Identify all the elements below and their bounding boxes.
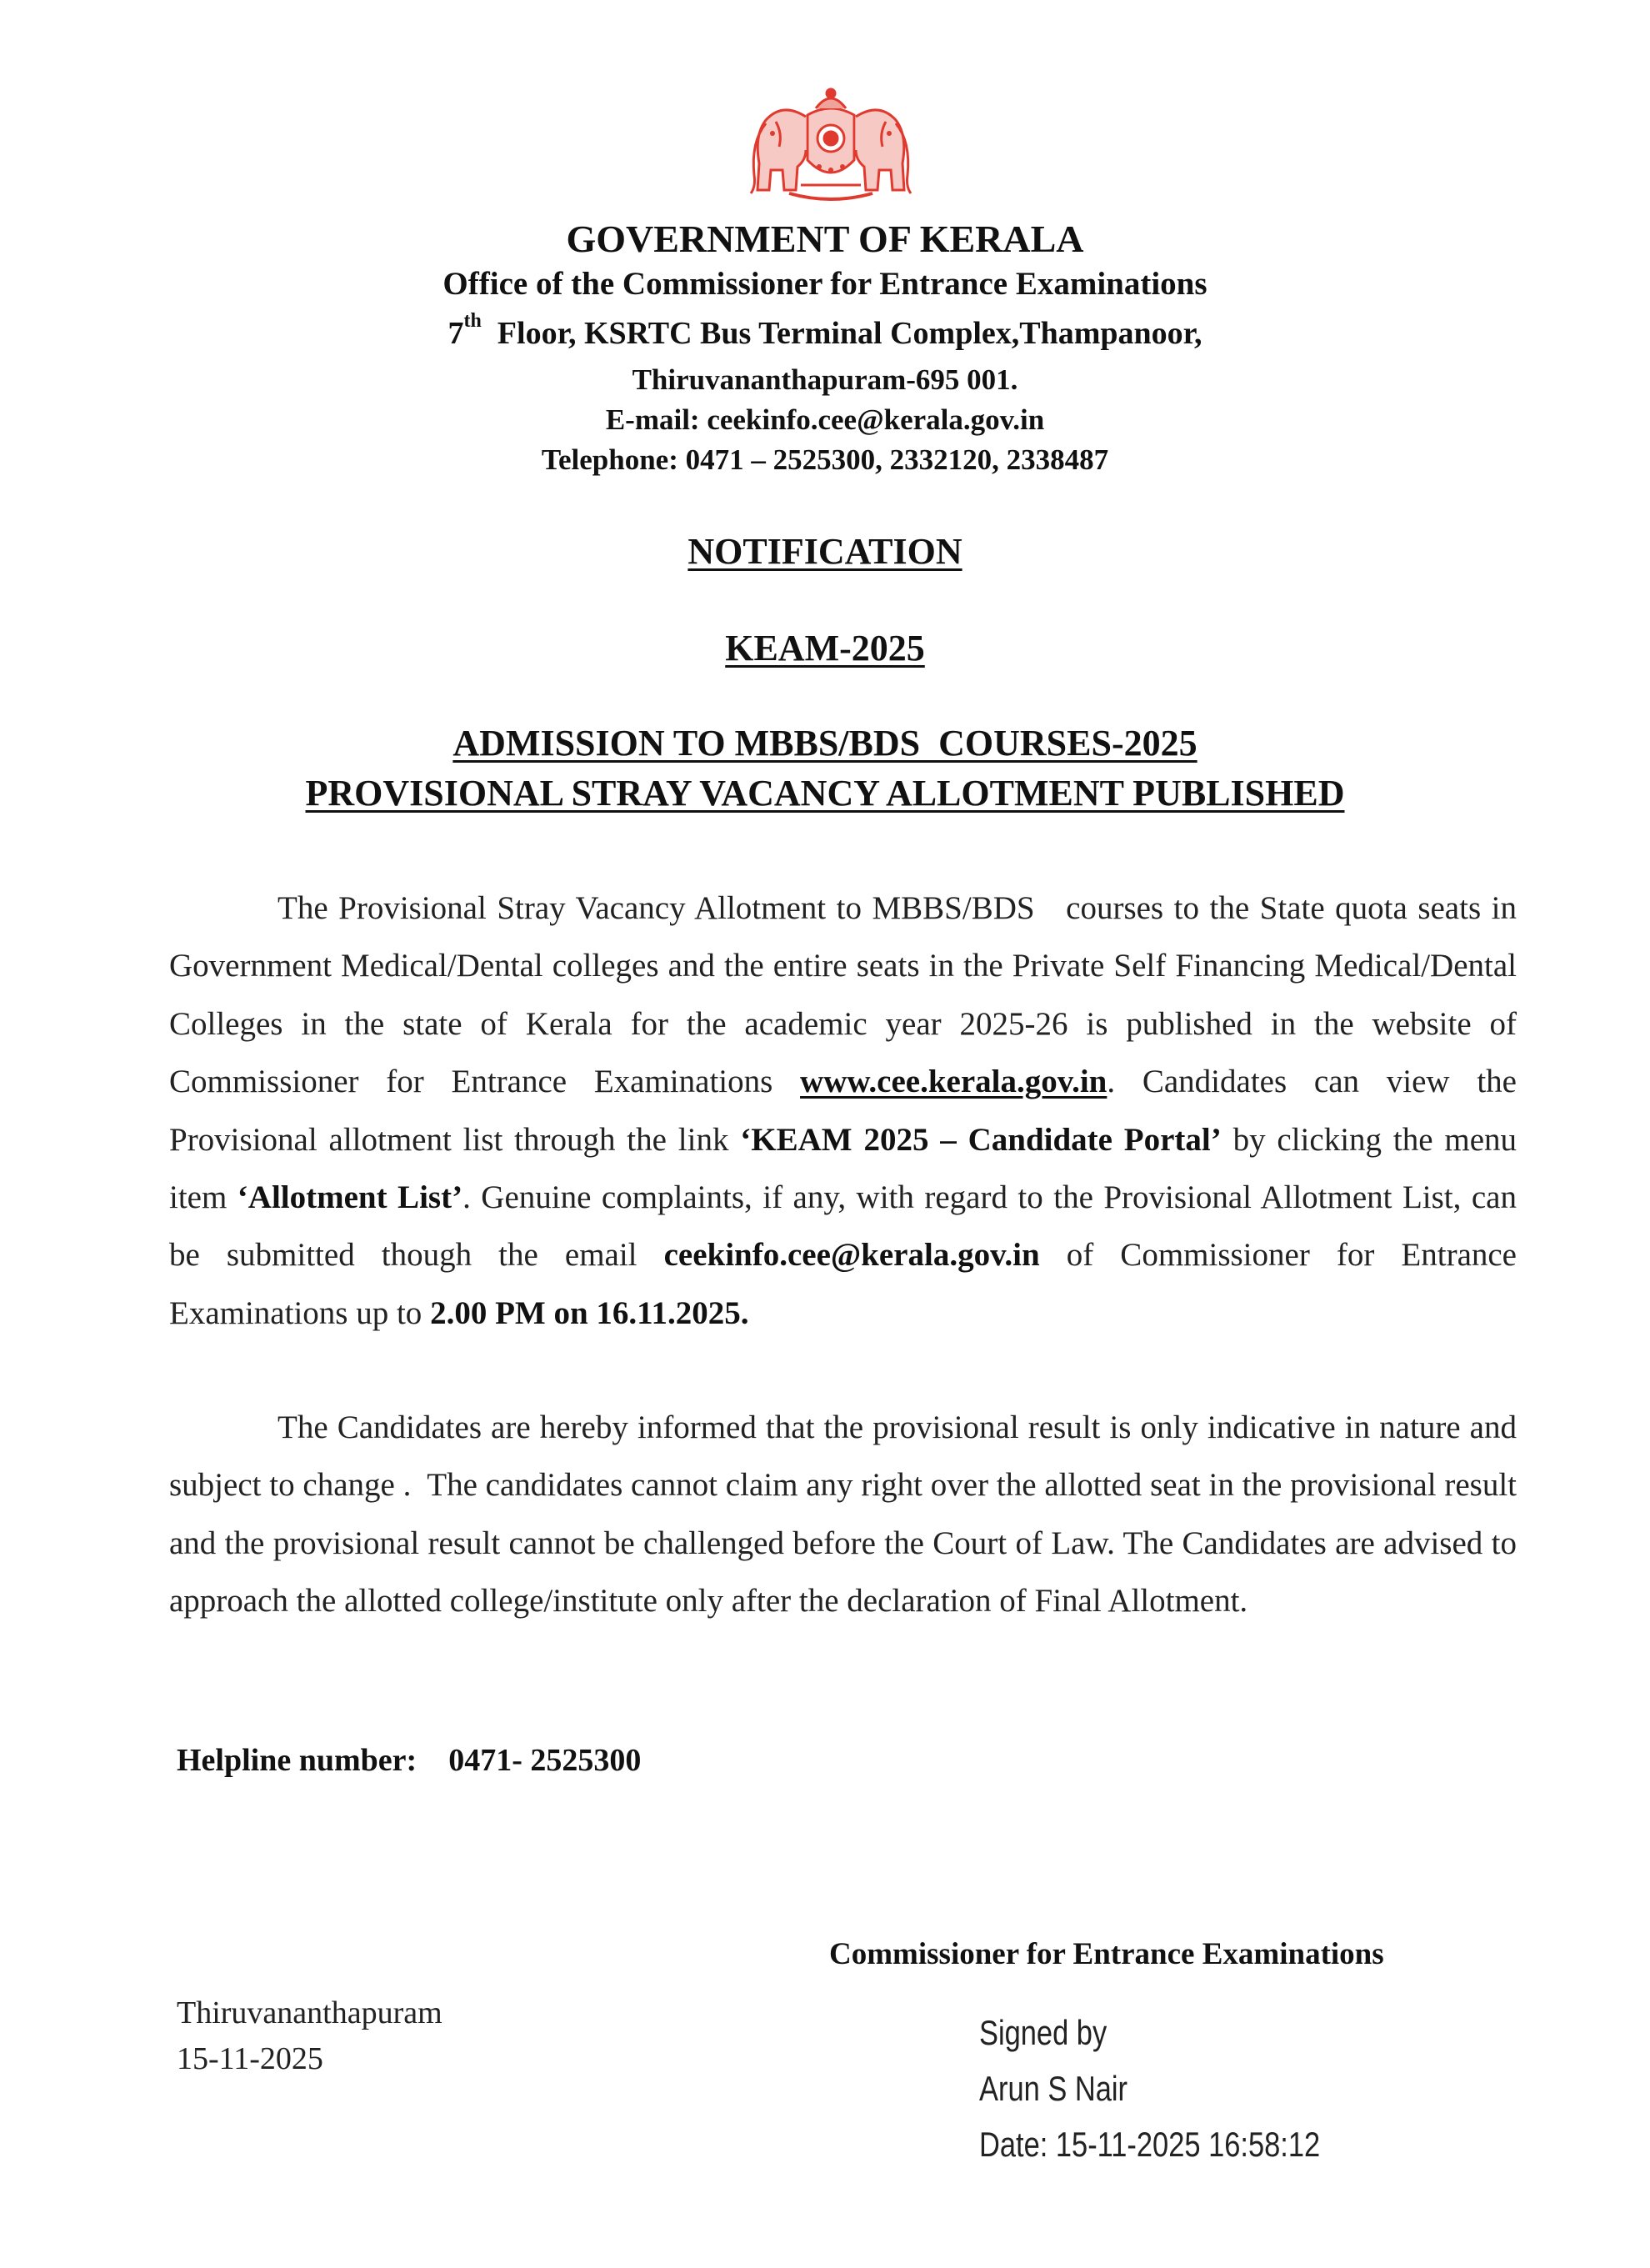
paragraph-1-text-e: of Commissioner for Entrance Examinations up to	[169, 1237, 1517, 1331]
keam-heading-text: KEAM-2025	[725, 628, 925, 668]
paragraph-1-text-c: by clicking the menu item	[169, 1121, 1517, 1216]
issue-place: Thiruvananthapuram	[177, 1995, 442, 2030]
floor-number: 7	[448, 316, 464, 351]
kerala-emblem-icon	[739, 83, 922, 208]
address-line-2: Thiruvananthapuram-695 001.	[632, 363, 1018, 396]
issue-date: 15-11-2025	[177, 2041, 323, 2076]
complaint-deadline: 2.00 PM on 16.11.2025.	[430, 1294, 749, 1331]
office-name: Office of the Commissioner for Entrance Examinations	[442, 266, 1208, 302]
allotment-heading-text: PROVISIONAL STRAY VACANCY ALLOTMENT PUBLISHED	[305, 773, 1345, 814]
address-line-1-text: Floor, KSRTC Bus Terminal Complex,Thampanoor,	[497, 316, 1202, 351]
notification-heading	[0, 530, 1650, 573]
digital-signature-date: Date: 15-11-2025 16:58:12	[979, 2125, 1321, 2164]
floor-suffix: th	[463, 310, 482, 333]
allotment-heading	[0, 772, 1650, 814]
candidate-portal-link: ‘KEAM 2025 – Candidate Portal’	[740, 1121, 1222, 1158]
notification-paragraph-1	[169, 879, 1525, 1342]
office-email: E-mail: ceekinfo.cee@kerala.gov.in	[605, 403, 1045, 436]
digital-signature-signed-by: Signed by	[979, 2013, 1108, 2052]
complaint-email[interactable]: ceekinfo.cee@kerala.gov.in	[663, 1237, 1040, 1274]
helpline	[177, 1742, 641, 1779]
notification-heading-text: NOTIFICATION	[688, 531, 962, 572]
allotment-list-menu-item: ‘Allotment List’	[237, 1179, 463, 1216]
paragraph-1-text-b: . Candidates can view the Provisional allotment list through the link	[169, 1064, 1517, 1158]
admission-heading-text: ADMISSION TO MBBS/BDS COURSES-2025	[452, 723, 1198, 764]
commissioner-title: Commissioner for Entrance Examinations	[829, 1937, 1384, 1971]
notification-paragraph-2: The Candidates are hereby informed that the provisional result is only indicative in nature and subject to change . The candidates cannot claim any right over the allotted seat in the provisional result and the provisional result cannot be challenged before the Court of Law. The Candidates are advised to approach the allotted college/institute only after the declaration of Final Allotment.	[169, 1409, 1525, 1620]
admission-heading	[0, 722, 1650, 764]
government-title: GOVERNMENT OF KERALA	[566, 218, 1084, 260]
helpline-label: Helpline number:	[177, 1743, 418, 1778]
address-line-1	[0, 310, 1650, 352]
keam-heading	[0, 627, 1650, 669]
paragraph-1-text-d: . Genuine complaints, if any, with regard to the Provisional Allotment List, can be submitted though the email	[169, 1179, 1517, 1274]
digital-signature-name: Arun S Nair	[979, 2069, 1128, 2108]
website-link[interactable]: www.cee.kerala.gov.in	[800, 1064, 1108, 1100]
helpline-number: 0471- 2525300	[448, 1743, 642, 1778]
paragraph-1-text-a: The Provisional Stray Vacancy Allotment to MBBS/BDS courses to the State quota seats in Government Medical/Dental colleges and the entire seats in the Private Self Financing Medical/Dental Colleges in the state of Kerala for the academic year 2025-26 is published in the website of Commissioner for Entrance Examinations	[169, 890, 1525, 1100]
office-telephone: Telephone: 0471 – 2525300, 2332120, 2338487	[541, 443, 1109, 476]
